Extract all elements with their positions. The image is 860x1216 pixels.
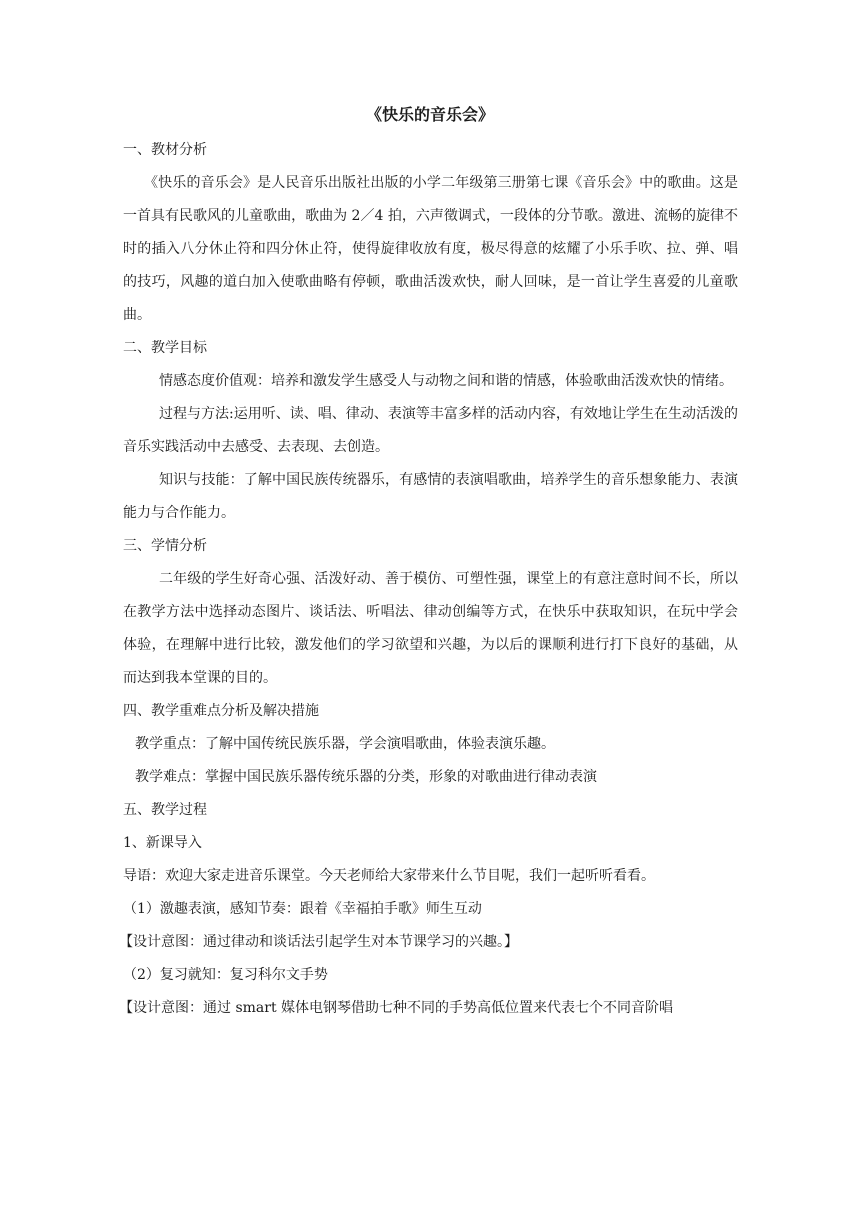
document-title: 《快乐的音乐会》 bbox=[365, 105, 494, 124]
learner-analysis-paragraph: 二年级的学生好奇心强、活泼好动、善于模仿、可塑性强，课堂上的有意注意时间不长，所以在教学方法中选择动态图片、谈话法、听唱法、律动创编等方式，在快乐中获取知识，在玩中学会体验，在理解中进行比较，激发他们的学习欲望和兴趣，为以后的课顺利进行打下良好的基础，从而达到我本堂课的目的。 bbox=[123, 571, 738, 686]
step-1: （1）激趣表演，感知节奏：跟着《幸福拍手歌》师生互动 bbox=[123, 901, 482, 917]
document-body bbox=[119, 134, 738, 1025]
step-2: （2）复习就知：复习科尔文手势 bbox=[123, 967, 328, 983]
objective-skills-paragraph: 知识与技能：了解中国民族传统器乐，有感情的表演唱歌曲，培养学生的音乐想象能力、表演能力与合作能力。 bbox=[123, 472, 738, 521]
section-heading-objectives: 二、教学目标 bbox=[123, 340, 207, 356]
objective-emotion-paragraph: 情感态度价值观：培养和激发学生感受人与动物之间和谐的情感，体验歌曲活泼欢快的情绪。 bbox=[159, 373, 733, 389]
design-intent-1: 【设计意图：通过律动和谈话法引起学生对本节课学习的兴趣。】 bbox=[119, 934, 518, 950]
subsection-intro: 1、新课导入 bbox=[123, 835, 202, 851]
teaching-difficulty: 教学难点：掌握中国民族乐器传统乐器的分类，形象的对歌曲进行律动表演 bbox=[135, 769, 597, 785]
teaching-key-point: 教学重点：了解中国传统民族乐器，学会演唱歌曲，体验表演乐趣。 bbox=[135, 736, 555, 752]
section-heading-key-points: 四、教学重难点分析及解决措施 bbox=[123, 703, 319, 719]
section-heading-analysis: 一、教材分析 bbox=[123, 142, 207, 158]
section-heading-learner-analysis: 三、学情分析 bbox=[123, 538, 207, 554]
analysis-paragraph: 《快乐的音乐会》是人民音乐出版社出版的小学二年级第三册第七课《音乐会》中的歌曲。这是一首具有民歌风的儿童歌曲，歌曲为 2／4 拍，六声徵调式，一段体的分节歌。激进、流畅的旋律不时的插入八分休止符和四分休止符，使得旋律收放有度，极尽得意的炫耀了小乐手吹、拉、弹、唱的技巧，风趣的道白加入使歌曲略有停顿，歌曲活泼欢快，耐人回味，是一首让学生喜爱的儿童歌曲。 bbox=[123, 175, 738, 323]
section-heading-process: 五、教学过程 bbox=[123, 802, 207, 818]
intro-speech: 导语：欢迎大家走进音乐课堂。今天老师给大家带来什么节目呢，我们一起听听看看。 bbox=[123, 868, 655, 884]
objective-process-paragraph: 过程与方法:运用听、读、唱、律动、表演等丰富多样的活动内容，有效地让学生在生动活泼的音乐实践活动中去感受、去表现、去创造。 bbox=[123, 406, 738, 455]
design-intent-2: 【设计意图：通过 smart 媒体电钢琴借助七种不同的手势高低位置来代表七个不同音阶唱 bbox=[119, 1000, 674, 1016]
